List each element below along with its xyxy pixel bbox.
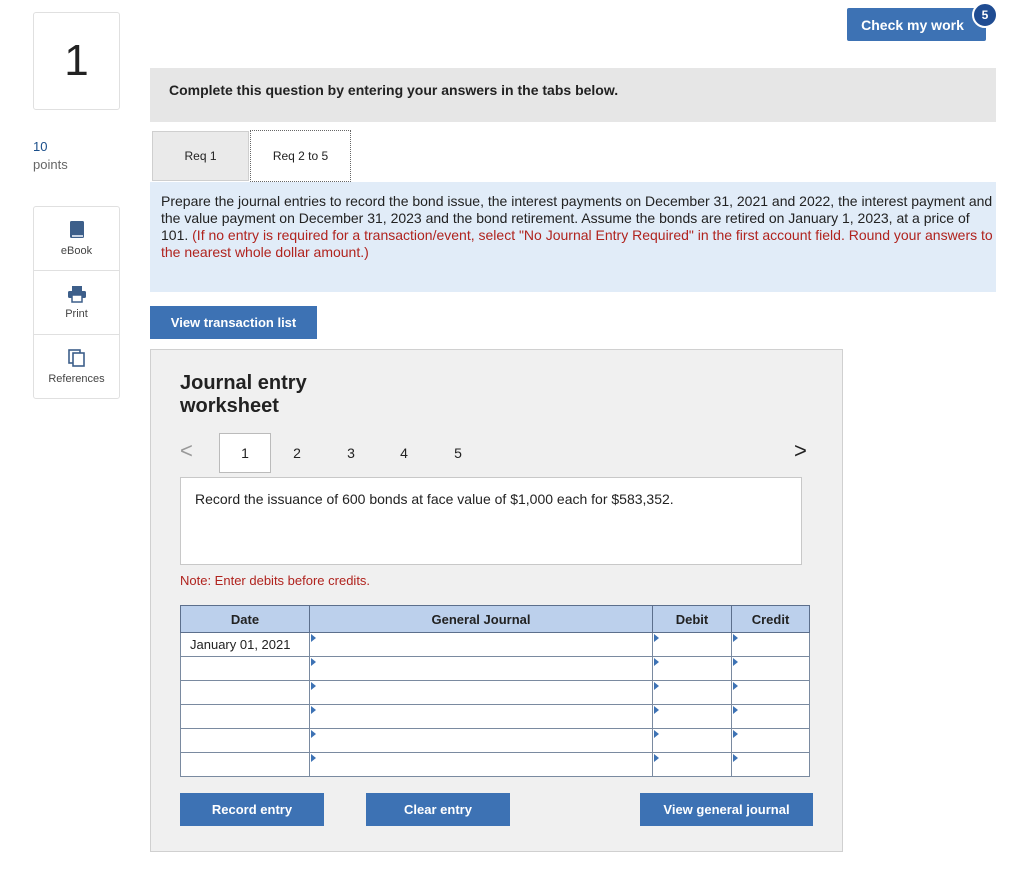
table-row [181,681,810,705]
next-page-icon[interactable]: > [794,438,807,463]
debit-input[interactable] [653,657,732,681]
check-my-work-button[interactable]: Check my work [847,8,986,41]
credit-input[interactable] [732,681,810,705]
debit-input[interactable] [653,633,732,657]
date-cell [181,705,310,729]
debit-input[interactable] [653,705,732,729]
debit-column-header: Debit [653,606,732,633]
page-1[interactable]: 1 [219,433,271,473]
references-label: References [48,373,105,385]
general-journal-column-header: General Journal [310,606,653,633]
date-cell [181,657,310,681]
clear-entry-button[interactable]: Clear entry [366,793,510,826]
date-column-header: Date [181,606,310,633]
debit-input[interactable] [653,753,732,777]
ebook-button[interactable] [34,207,119,271]
previous-page-icon[interactable]: < [180,438,193,463]
debit-input[interactable] [653,729,732,753]
print-label: Print [65,308,88,320]
copy-icon [67,348,87,368]
header-text: Complete this question by entering your answers in the tabs below. [169,82,619,98]
credit-input[interactable] [732,633,810,657]
table-row [181,753,810,777]
references-button[interactable] [34,335,119,398]
account-select[interactable] [310,705,653,729]
account-select[interactable] [310,681,653,705]
points-label: points [33,157,68,172]
date-cell [181,681,310,705]
debit-input[interactable] [653,681,732,705]
table-row [181,657,810,681]
tools-panel [33,206,120,399]
view-transaction-list-button[interactable]: View transaction list [150,306,317,339]
page-5[interactable]: 5 [454,445,462,461]
account-select[interactable] [310,657,653,681]
table-row [181,705,810,729]
page-3[interactable]: 3 [347,445,355,461]
points-value: 10 [33,139,48,154]
attempts-badge: 5 [972,2,998,28]
credit-column-header: Credit [732,606,810,633]
credit-input[interactable] [732,705,810,729]
account-select[interactable] [310,729,653,753]
date-cell [181,729,310,753]
view-general-journal-button[interactable]: View general journal [640,793,813,826]
table-header-row [181,606,810,633]
date-cell [181,753,310,777]
page-2[interactable]: 2 [293,445,301,461]
instructions-text [161,193,996,273]
print-button[interactable] [34,271,119,335]
credit-input[interactable] [732,753,810,777]
tab-req-2-to-5[interactable]: Req 2 to 5 [250,130,351,182]
date-cell: January 01, 2021 [181,633,310,657]
ebook-label: eBook [60,245,93,257]
worksheet-title-line2: worksheet [180,395,279,417]
account-select[interactable] [310,633,653,657]
table-row [181,633,810,657]
worksheet-title [180,372,307,418]
transaction-description: Record the issuance of 600 bonds at face value of $1,000 each for $583,352. [195,491,674,507]
tab-req-1[interactable]: Req 1 [152,131,249,181]
printer-icon [67,285,87,303]
record-entry-button[interactable]: Record entry [180,793,324,826]
account-select[interactable] [310,753,653,777]
book-icon [69,220,85,240]
page-4[interactable]: 4 [400,445,408,461]
credit-input[interactable] [732,729,810,753]
credit-input[interactable] [732,657,810,681]
journal-entry-table [180,605,810,777]
instructions-main: Prepare the journal entries to record the bond issue, the interest payments on December 31, 2021 and 2022, the interest payment and the value payment on December 31, 2023 and the bond retirement. Assume the bonds are retired on January 1, 2023, at a price of 101. [161,193,993,243]
instructions-note: (If no entry is required for a transaction/event, select "No Journal Entry Required" in the first account field. Round your answers to the nearest whole dollar amount.) [161,227,993,260]
table-row [181,729,810,753]
entry-note: Note: Enter debits before credits. [180,573,371,588]
worksheet-title-line1: Journal entry [180,372,307,394]
question-number: 1 [33,12,120,110]
